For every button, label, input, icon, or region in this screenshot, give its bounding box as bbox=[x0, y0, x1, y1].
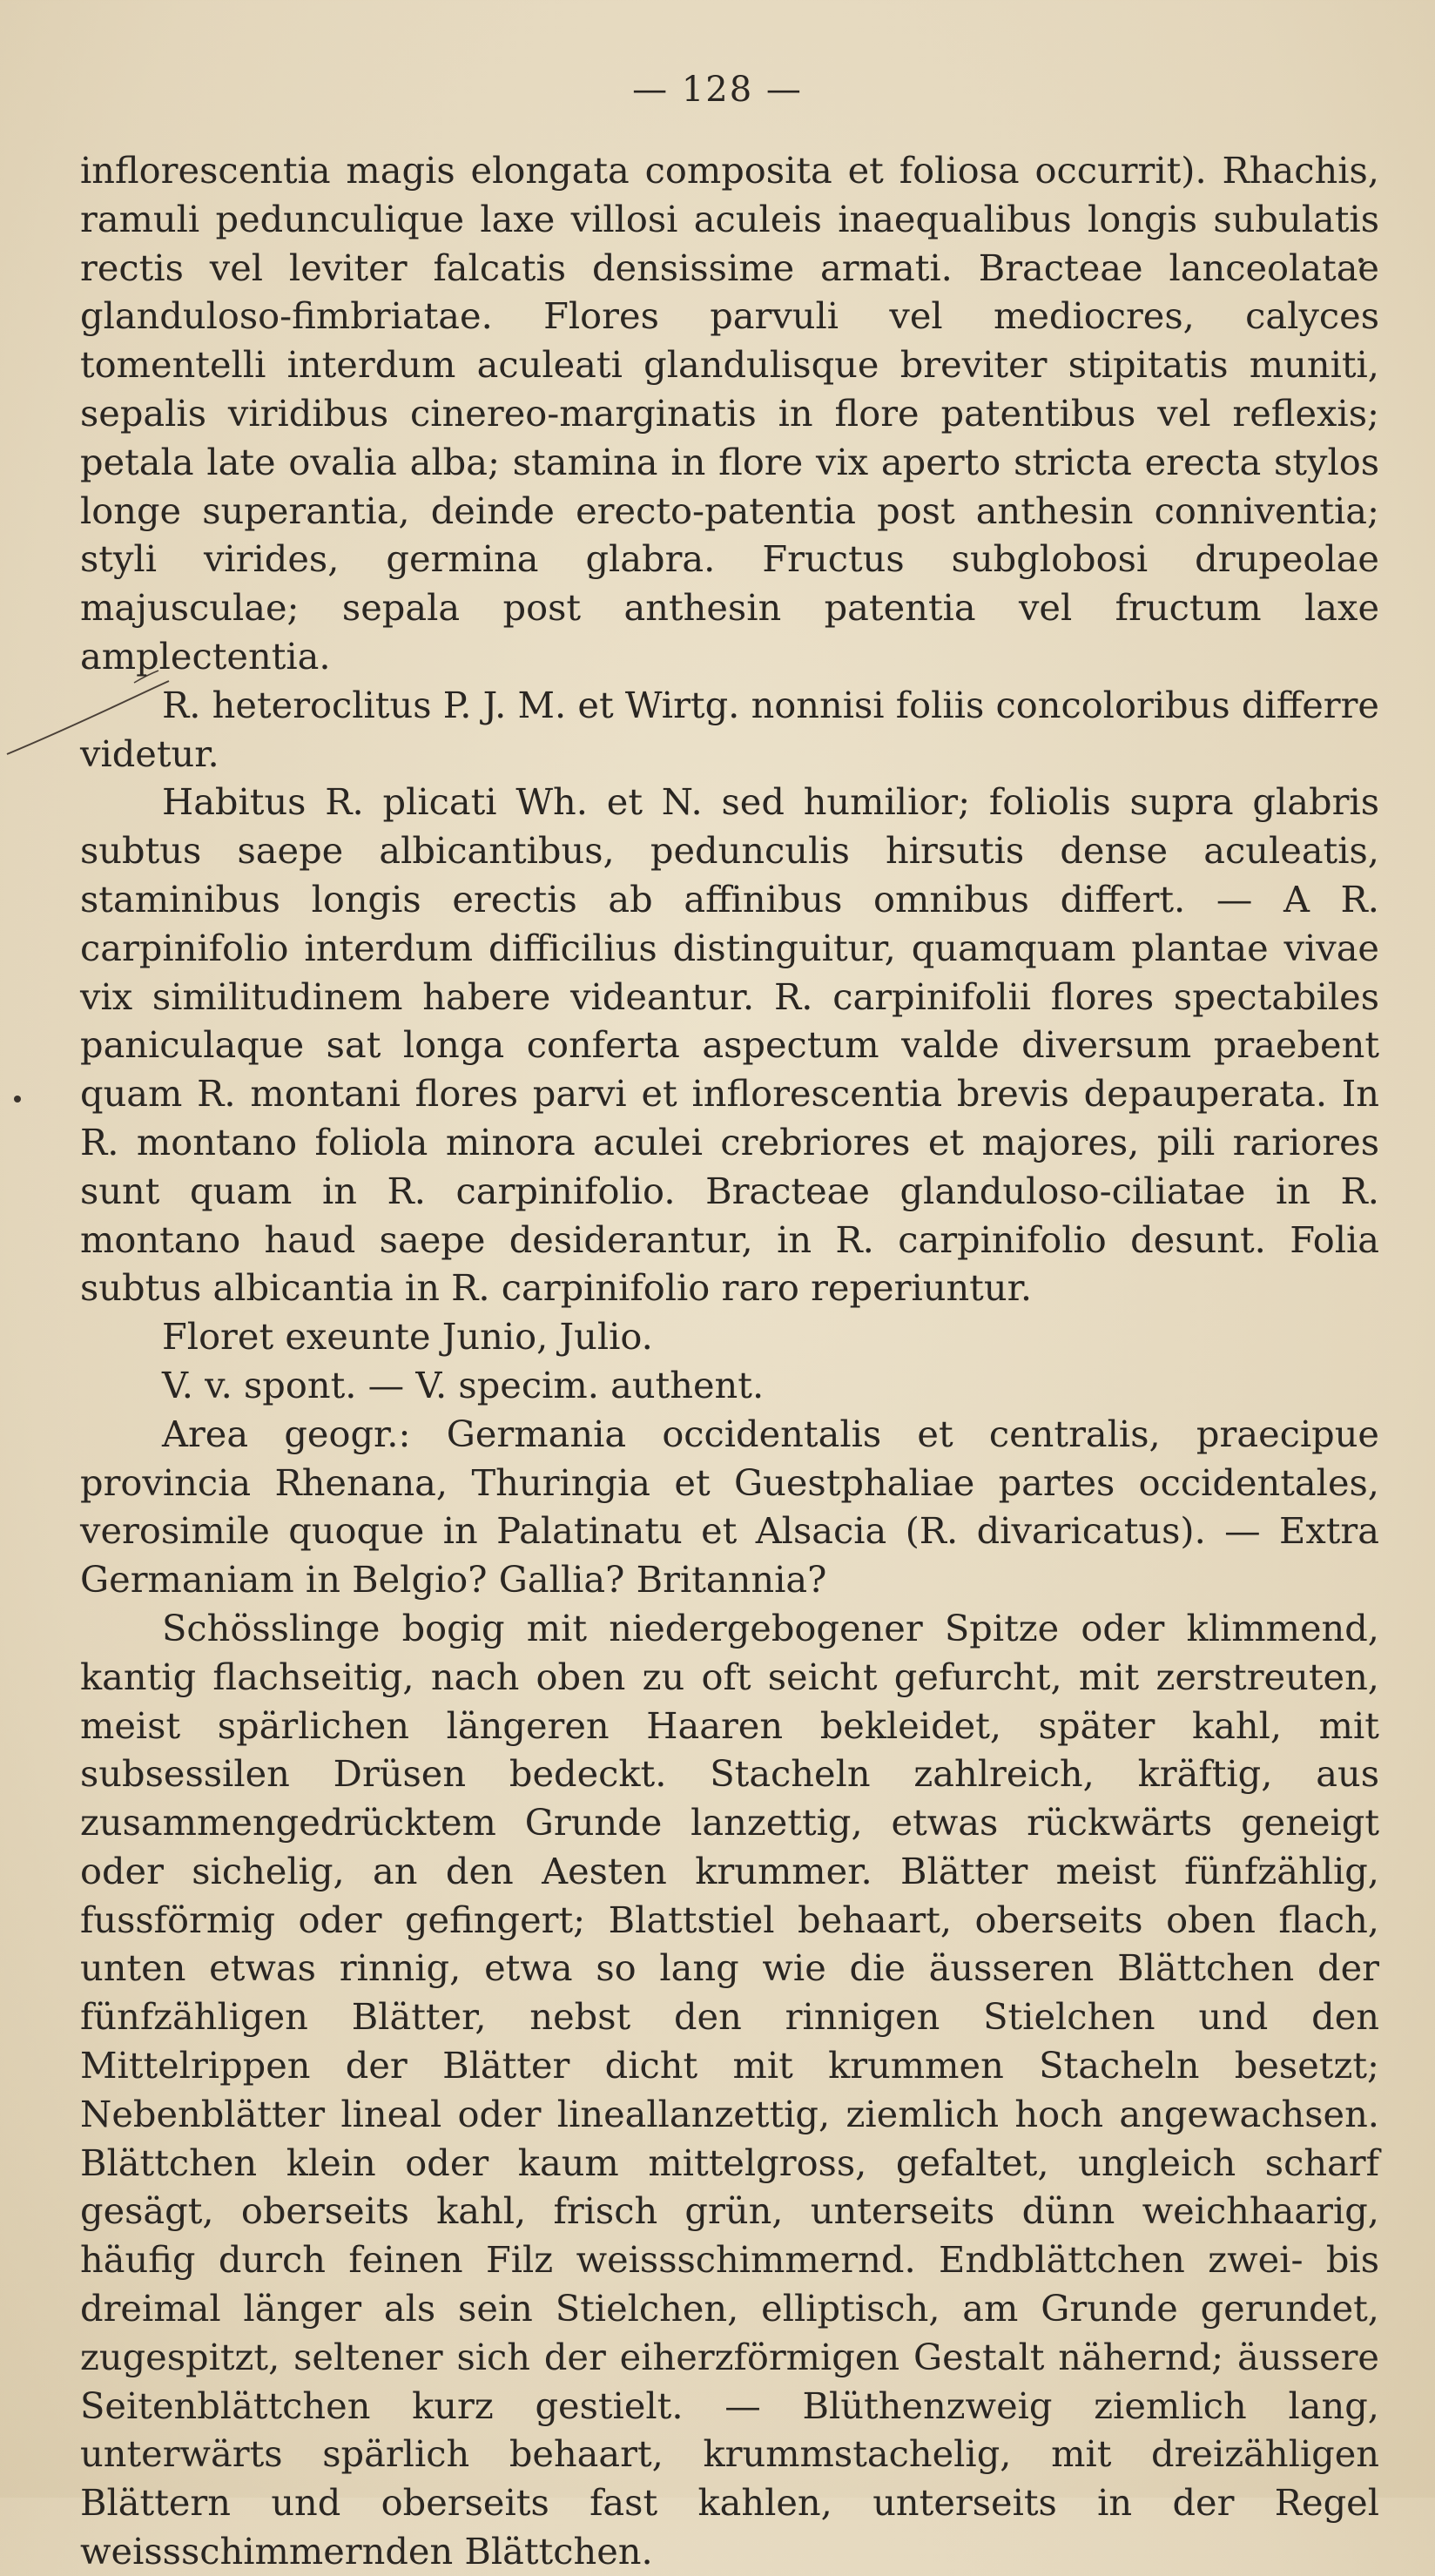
page-number-header: — 128 — bbox=[632, 70, 803, 110]
paragraph: Area geogr.: Germania occidentalis et centralis, praecipue provincia Rhenana, Thuringia et Guestphaliae partes occidentales, verosimile quoque in Palatinatu et Alsacia (R. divaricatus). — Extra Germaniam in Belgio? Gallia? Britannia? bbox=[80, 1412, 1379, 1602]
ink-speck bbox=[14, 1096, 21, 1103]
paragraph: Schösslinge bogig mit niedergebogener Spitze oder klimmend, kantig flachseitig, nach oben zu oft seicht gefurcht, mit zerstreuten, meist spärlichen längeren Haaren bekleidet, später kahl, mit subsessilen Drüsen bedeckt. Stacheln zahlreich, kräftig, aus zusammengedrücktem Grunde lanzettig, etwas rückwärts geneigt oder sichelig, an den Aesten krummer. Blätter meist fünfzählig, fussförmig oder gefingert; Blattstiel behaart, oberseits oben flach, unten etwas rinnig, etwa so lang wie die äusseren Blättchen der fünfzähligen Blätter, nebst den rinnigen Stielchen und den Mittelrippen der Blätter dicht mit krummen Stacheln besetzt; Nebenblätter lineal oder lineallanzettig, ziemlich hoch angewachsen. Blättchen klein oder kaum mittelgross, gefaltet, ungleich scharf gesägt, oberseits kahl, frisch grün, unterseits dünn weichhaarig, häufig durch feinen Filz weissschimmernd. Endblättchen zwei- bis dreimal länger als sein Stielchen, elliptisch, am Grunde gerundet, zugespitzt, seltener sich der eiherzförmigen Gestalt nähernd; äussere Seitenblättchen kurz gestielt. — Blüthenzweig ziemlich lang, unterwärts spärlich behaart, krummstachelig, mit dreizähligen Blättern und oberseits fast kahlen, unterseits in der Regel weissschimmernden Blättchen. bbox=[80, 1606, 1379, 2573]
body-text bbox=[80, 146, 1379, 2576]
paragraph: inflorescentia magis elongata composita et foliosa occurrit). Rhachis, ramuli pedunculique laxe villosi aculeis inaequalibus longis subulatis rectis vel leviter falcatis densissime armati. Bracteae lanceolatae glanduloso-fimbriatae. Flores parvuli vel mediocres, calyces tomentelli interdum aculeati glandulisque breviter stipitatis muniti, sepalis viridibus cinereo-marginatis in flore patentibus vel reflexis; petala late ovalia alba; stamina in flore vix aperto stricta erecta stylos longe superantia, deinde erecto-patentia post anthesin conniventia; styli virides, germina glabra. Fructus subglobosi drupeolae majusculae; sepala post anthesin patentia vel fructum laxe amplectentia. bbox=[80, 149, 1379, 678]
paragraph: Habitus R. plicati Wh. et N. sed humilior; foliolis supra glabris subtus saepe albicantibus, pedunculis hirsutis dense aculeatis, staminibus longis erectis ab affinibus omnibus differt. — A R. carpinifolio interdum difficilius distinguitur, quamquam plantae vivae vix similitudinem habere videantur. R. carpinifolii flores spectabiles paniculaque sat longa conferta aspectum valde diversum praebent quam R. montani flores parvi et inflorescentia brevis depauperata. In R. montano foliola minora aculei crebriores et majores, pili rariores sunt quam in R. carpinifolio. Bracteae glanduloso-ciliatae in R. montano haud saepe desiderantur, in R. carpinifolio desunt. Folia subtus albicantia in R. carpinifolio raro reperiuntur. bbox=[80, 780, 1379, 1310]
paragraph: Floret exeunte Junio, Julio. bbox=[162, 1315, 653, 1359]
paragraph: R. heteroclitus P. J. M. et Wirtg. nonnisi foliis concoloribus differre videtur. bbox=[80, 683, 1379, 775]
paragraph: V. v. spont. — V. specim. authent. bbox=[162, 1363, 765, 1406]
